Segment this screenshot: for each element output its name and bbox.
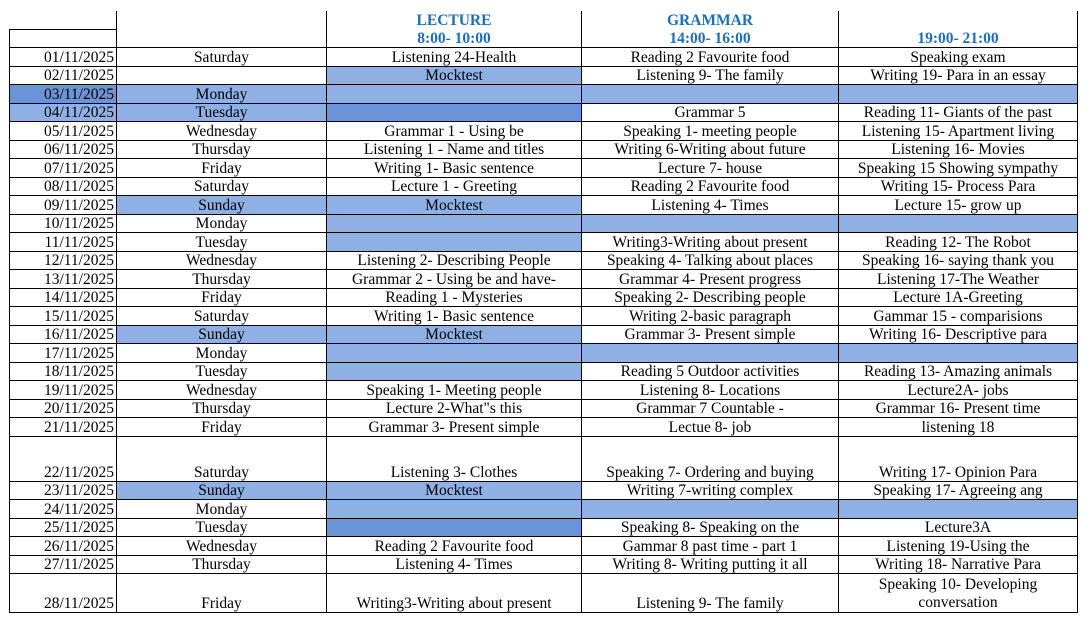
evening-session-cell: Reading 13- Amazing animals (839, 362, 1078, 381)
date-cell: 27/11/2025 (10, 555, 117, 574)
morning-session-cell (327, 103, 582, 122)
morning-session-cell: Mocktest (327, 325, 582, 344)
schedule-row (10, 418, 1078, 437)
afternoon-session-cell: Speaking 8- Speaking on the (582, 518, 839, 537)
evening-session-cell: Gammar 15 - comparisions (839, 307, 1078, 326)
afternoon-session-cell: Writing 8- Writing putting it all (582, 555, 839, 574)
evening-session-cell: listening 18 (839, 418, 1078, 437)
date-cell: 13/11/2025 (10, 270, 117, 289)
morning-session-cell (327, 500, 582, 519)
morning-session-cell: Grammar 1 - Using be (327, 122, 582, 141)
morning-session-cell: Mocktest (327, 481, 582, 500)
evening-session-cell: Speaking exam (839, 48, 1078, 67)
schedule-row (10, 103, 1078, 122)
header-corner (10, 11, 117, 29)
schedule-row (10, 307, 1078, 326)
evening-session-cell: Lecture 15- grow up (839, 196, 1078, 215)
header-lecture: LECTURE (327, 11, 582, 29)
afternoon-session-cell: Reading 2 Favourite food (582, 48, 839, 67)
afternoon-session-cell: Speaking 4- Talking about places (582, 251, 839, 270)
date-cell: 02/11/2025 (10, 66, 117, 85)
date-cell: 28/11/2025 (10, 574, 117, 613)
date-cell: 23/11/2025 (10, 481, 117, 500)
evening-session-cell: Listening 15- Apartment living (839, 122, 1078, 141)
evening-session-cell (839, 214, 1078, 233)
day-cell: Monday (117, 214, 327, 233)
afternoon-session-cell: Writing 2-basic paragraph (582, 307, 839, 326)
date-cell: 15/11/2025 (10, 307, 117, 326)
day-cell: Wednesday (117, 122, 327, 141)
header-day-cell-2 (117, 29, 327, 48)
morning-session-cell: Mocktest (327, 196, 582, 215)
header-row-2 (10, 29, 1078, 48)
schedule-row (10, 48, 1078, 67)
schedule-row (10, 214, 1078, 233)
date-cell: 04/11/2025 (10, 103, 117, 122)
afternoon-session-cell: Listening 9- The family (582, 66, 839, 85)
header-day-cell (117, 11, 327, 29)
afternoon-session-cell: Speaking 2- Describing people (582, 288, 839, 307)
evening-session-cell (839, 344, 1078, 363)
date-cell: 16/11/2025 (10, 325, 117, 344)
header-slot-3: 19:00- 21:00 (839, 29, 1078, 48)
schedule-row (10, 270, 1078, 289)
schedule-row (10, 381, 1078, 400)
schedule-row (10, 555, 1078, 574)
morning-session-cell: Grammar 2 - Using be and have- (327, 270, 582, 289)
date-cell: 12/11/2025 (10, 251, 117, 270)
day-cell: Sunday (117, 325, 327, 344)
evening-session-cell: Listening 16- Movies (839, 140, 1078, 159)
afternoon-session-cell: Grammar 7 Countable - (582, 399, 839, 418)
day-cell: Friday (117, 288, 327, 307)
header-grammar: GRAMMAR (582, 11, 839, 29)
schedule-row (10, 288, 1078, 307)
morning-session-cell: Listening 4- Times (327, 555, 582, 574)
afternoon-session-cell (582, 344, 839, 363)
day-cell (117, 66, 327, 85)
evening-session-cell: Lecture2A- jobs (839, 381, 1078, 400)
day-cell: Wednesday (117, 381, 327, 400)
date-cell: 18/11/2025 (10, 362, 117, 381)
evening-session-cell: Lecture3A (839, 518, 1078, 537)
day-cell: Thursday (117, 399, 327, 418)
morning-session-cell (327, 362, 582, 381)
date-cell: 24/11/2025 (10, 500, 117, 519)
morning-session-cell: Listening 3- Clothes (327, 436, 582, 481)
date-cell: 05/11/2025 (10, 122, 117, 141)
evening-session-cell: Grammar 16- Present time (839, 399, 1078, 418)
header-evening-cell (839, 11, 1078, 29)
day-cell: Sunday (117, 481, 327, 500)
schedule-row (10, 325, 1078, 344)
evening-session-cell: Speaking 15 Showing sympathy (839, 159, 1078, 178)
morning-session-cell: Reading 1 - Mysteries (327, 288, 582, 307)
day-cell: Tuesday (117, 518, 327, 537)
schedule-row (10, 362, 1078, 381)
date-cell: 09/11/2025 (10, 196, 117, 215)
morning-session-cell (327, 214, 582, 233)
evening-session-cell: Listening 19-Using the (839, 537, 1078, 556)
day-cell: Saturday (117, 436, 327, 481)
day-cell: Thursday (117, 140, 327, 159)
day-cell: Tuesday (117, 103, 327, 122)
evening-session-cell: Writing 15- Process Para (839, 177, 1078, 196)
evening-session-cell (839, 85, 1078, 104)
date-cell: 08/11/2025 (10, 177, 117, 196)
header-date-cell (10, 29, 117, 48)
morning-session-cell: Listening 1 - Name and titles (327, 140, 582, 159)
date-cell: 26/11/2025 (10, 537, 117, 556)
afternoon-session-cell: Reading 5 Outdoor activities (582, 362, 839, 381)
day-cell: Wednesday (117, 537, 327, 556)
morning-session-cell: Reading 2 Favourite food (327, 537, 582, 556)
schedule-row (10, 140, 1078, 159)
schedule-table (9, 11, 1078, 613)
evening-session-cell: Lecture 1A-Greeting (839, 288, 1078, 307)
schedule-row (10, 537, 1078, 556)
afternoon-session-cell: Gammar 8 past time - part 1 (582, 537, 839, 556)
day-cell: Saturday (117, 177, 327, 196)
evening-session-cell (839, 500, 1078, 519)
morning-session-cell (327, 344, 582, 363)
evening-session-cell: Speaking 17- Agreeing ang (839, 481, 1078, 500)
schedule-row (10, 481, 1078, 500)
schedule-row (10, 500, 1078, 519)
afternoon-session-cell (582, 500, 839, 519)
date-cell: 25/11/2025 (10, 518, 117, 537)
evening-session-cell: Reading 12- The Robot (839, 233, 1078, 252)
day-cell: Monday (117, 344, 327, 363)
afternoon-session-cell: Listening 4- Times (582, 196, 839, 215)
afternoon-session-cell: Writing 6-Writing about future (582, 140, 839, 159)
schedule-row (10, 177, 1078, 196)
morning-session-cell: Writing 1- Basic sentence (327, 307, 582, 326)
schedule-row (10, 159, 1078, 178)
morning-session-cell: Grammar 3- Present simple (327, 418, 582, 437)
day-cell: Tuesday (117, 362, 327, 381)
afternoon-session-cell: Writing3-Writing about present (582, 233, 839, 252)
morning-session-cell: Lecture 2-What"s this (327, 399, 582, 418)
morning-session-cell: Listening 24-Health (327, 48, 582, 67)
schedule-row (10, 344, 1078, 363)
afternoon-session-cell: Lecture 7- house (582, 159, 839, 178)
day-cell: Saturday (117, 48, 327, 67)
date-cell: 07/11/2025 (10, 159, 117, 178)
date-cell: 21/11/2025 (10, 418, 117, 437)
date-cell: 22/11/2025 (10, 436, 117, 481)
date-cell: 10/11/2025 (10, 214, 117, 233)
afternoon-session-cell: Lectue 8- job (582, 418, 839, 437)
day-cell: Sunday (117, 196, 327, 215)
schedule-body (10, 11, 1078, 613)
afternoon-session-cell: Grammar 3- Present simple (582, 325, 839, 344)
date-cell: 11/11/2025 (10, 233, 117, 252)
morning-session-cell: Writing3-Writing about present (327, 574, 582, 613)
afternoon-session-cell: Reading 2 Favourite food (582, 177, 839, 196)
day-cell: Wednesday (117, 251, 327, 270)
day-cell: Monday (117, 500, 327, 519)
schedule-row (10, 574, 1078, 613)
afternoon-session-cell: Listening 9- The family (582, 574, 839, 613)
header-row-1 (10, 11, 1078, 29)
evening-session-cell: Listening 17-The Weather (839, 270, 1078, 289)
afternoon-session-cell: Speaking 7- Ordering and buying (582, 436, 839, 481)
morning-session-cell (327, 233, 582, 252)
afternoon-session-cell (582, 85, 839, 104)
afternoon-session-cell: Grammar 5 (582, 103, 839, 122)
morning-session-cell: Speaking 1- Meeting people (327, 381, 582, 400)
day-cell: Monday (117, 85, 327, 104)
morning-session-cell: Mocktest (327, 66, 582, 85)
evening-session-cell: Speaking 16- saying thank you (839, 251, 1078, 270)
evening-session-cell: Writing 19- Para in an essay (839, 66, 1078, 85)
day-cell: Saturday (117, 307, 327, 326)
day-cell: Friday (117, 574, 327, 613)
date-cell: 01/11/2025 (10, 48, 117, 67)
schedule-row (10, 85, 1078, 104)
evening-session-cell: Writing 16- Descriptive para (839, 325, 1078, 344)
morning-session-cell: Writing 1- Basic sentence (327, 159, 582, 178)
evening-session-cell: Reading 11- Giants of the past (839, 103, 1078, 122)
day-cell: Thursday (117, 555, 327, 574)
afternoon-session-cell (582, 214, 839, 233)
header-slot-1: 8:00- 10:00 (327, 29, 582, 48)
date-cell: 19/11/2025 (10, 381, 117, 400)
day-cell: Tuesday (117, 233, 327, 252)
afternoon-session-cell: Grammar 4- Present progress (582, 270, 839, 289)
schedule-row (10, 233, 1078, 252)
date-cell: 06/11/2025 (10, 140, 117, 159)
day-cell: Thursday (117, 270, 327, 289)
schedule-row (10, 122, 1078, 141)
schedule-row (10, 518, 1078, 537)
morning-session-cell (327, 518, 582, 537)
morning-session-cell (327, 85, 582, 104)
schedule-row (10, 251, 1078, 270)
date-cell: 20/11/2025 (10, 399, 117, 418)
date-cell: 17/11/2025 (10, 344, 117, 363)
afternoon-session-cell: Writing 7-writing complex (582, 481, 839, 500)
evening-session-cell: Speaking 10- Developing conversation (839, 574, 1078, 613)
date-cell: 14/11/2025 (10, 288, 117, 307)
header-slot-2: 14:00- 16:00 (582, 29, 839, 48)
date-cell: 03/11/2025 (10, 85, 117, 104)
schedule-row (10, 436, 1078, 481)
evening-session-cell: Writing 17- Opinion Para (839, 436, 1078, 481)
schedule-row (10, 399, 1078, 418)
afternoon-session-cell: Speaking 1- meeting people (582, 122, 839, 141)
schedule-row (10, 196, 1078, 215)
morning-session-cell: Lecture 1 - Greeting (327, 177, 582, 196)
day-cell: Friday (117, 418, 327, 437)
morning-session-cell: Listening 2- Describing People (327, 251, 582, 270)
schedule-row (10, 66, 1078, 85)
day-cell: Friday (117, 159, 327, 178)
afternoon-session-cell: Listening 8- Locations (582, 381, 839, 400)
evening-session-cell: Writing 18- Narrative Para (839, 555, 1078, 574)
